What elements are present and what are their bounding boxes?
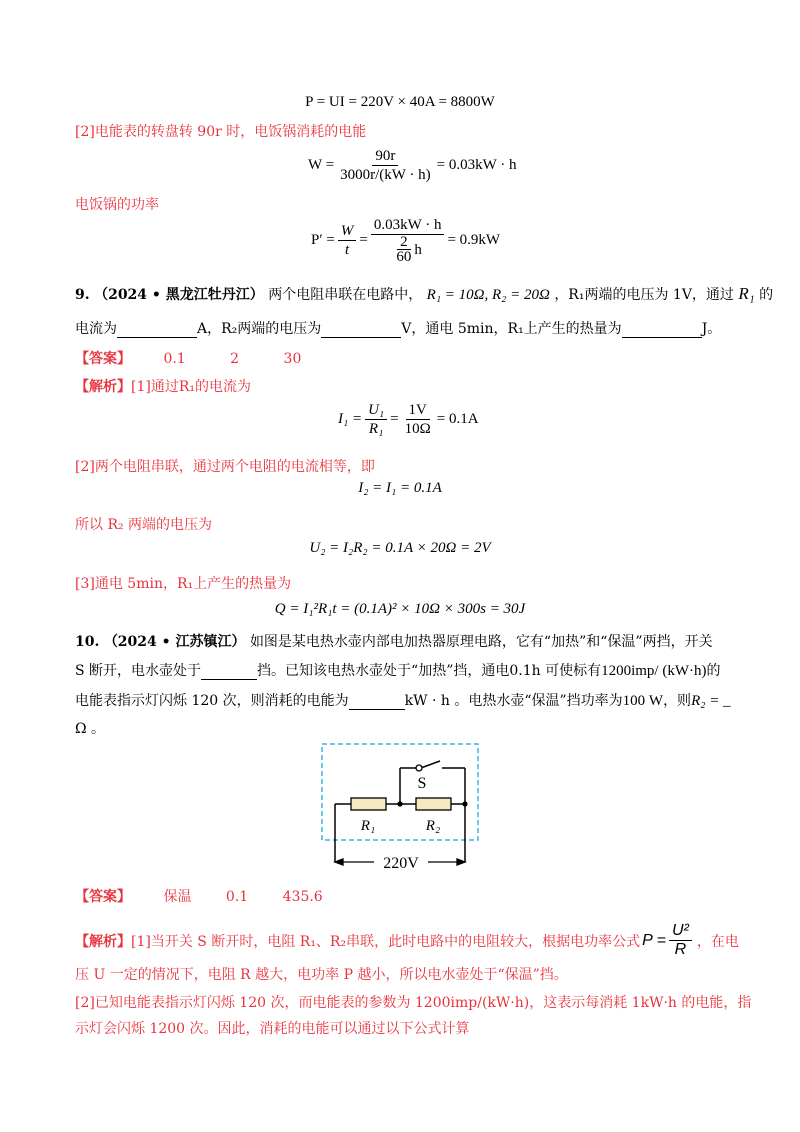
q10-answer-label: 【答案】 xyxy=(75,889,131,905)
q9-line1 xyxy=(75,284,773,304)
q9-analysis-2: [2]两个电阻串联，通过两个电阻的电流相等，即 xyxy=(75,459,375,475)
switch-label: S xyxy=(417,775,427,792)
eq-I1-mid: = xyxy=(390,411,399,427)
q9-line1-text-a: 两个电阻串联在电路中， xyxy=(268,287,423,303)
q10-blank-1[interactable] xyxy=(201,679,257,680)
q9-source: （2024 • 黑龙江牡丹江） xyxy=(94,287,264,303)
eq-power2-mid: = xyxy=(359,231,368,248)
q10-answer-2: 0.1 xyxy=(225,889,249,905)
q9-answer-label: 【答案】 xyxy=(75,351,131,367)
equation-I2: I₂ = I₁ = 0.1A xyxy=(358,480,442,496)
eq-I1-lhs: I₁ = xyxy=(338,411,363,427)
circuit-diagram xyxy=(318,740,484,880)
q9-answer-2: 2 xyxy=(230,351,240,367)
q9-analysis-3: 所以 R₂ 两端的电压为 xyxy=(75,517,213,533)
q10-analysis-1a: [1]当开关 S 断开时，电阻 R₁、R₂串联，此时电路中的电阻较大，根据电功率公式 xyxy=(131,933,641,950)
q10-line3-text-a: 电能表指示灯闪烁 120 次，则消耗的电能为 xyxy=(75,693,349,709)
q9-line2-text-a: 电流为 xyxy=(75,321,117,337)
q9-analysis-1 xyxy=(75,376,251,396)
q10-analysis-label: 【解析】 xyxy=(75,933,131,950)
power-formula-den: R xyxy=(674,941,687,958)
equation-power2 xyxy=(311,216,500,264)
r2-label: R₂ xyxy=(425,818,441,834)
q10-analysis-2b: 示灯会闪烁 1200 次。因此，消耗的电能可以通过以下公式计算 xyxy=(75,1021,470,1037)
equation-Q: Q = I₁²R₁t = (0.1A)² × 10Ω × 300s = 30J xyxy=(274,601,526,617)
q10-source: （2024 • 江苏镇江） xyxy=(103,634,246,650)
circuit-wires xyxy=(335,761,465,862)
q9-line2-text-d: V，通电 5min， xyxy=(401,321,508,337)
q10-line3-text-d: ，则 xyxy=(663,693,692,709)
equation-energy xyxy=(308,147,517,184)
q10-analysis-1 xyxy=(75,922,739,959)
eq-I1-n1: U₁ xyxy=(365,401,387,420)
q10-answer xyxy=(75,886,323,906)
q10-answer-3: 435.6 xyxy=(282,889,323,905)
eq-I1-frac1 xyxy=(365,401,387,438)
eq-energy-rhs: = 0.03kW · h xyxy=(436,157,517,173)
q9-line2-text-b: A， xyxy=(197,321,222,337)
q10-analysis-1b: ，在电 xyxy=(696,933,739,950)
junction-node-1 xyxy=(397,801,402,806)
q10-line2-text-b: 挡。已知该电热水壶处于“加热”挡，通电0.1h 可使标有 xyxy=(257,663,602,679)
power-formula-num: U² xyxy=(669,922,692,941)
voltage-label: 220V xyxy=(383,855,419,872)
power-formula-fraction xyxy=(669,922,692,959)
q9-blank-1[interactable] xyxy=(117,337,197,338)
eq-energy-numerator: 90r xyxy=(372,147,398,166)
q9-answer xyxy=(75,348,301,368)
eq-I1-frac2 xyxy=(402,401,434,438)
power-formula-lhs: P = xyxy=(642,931,666,949)
q9-line1-text-b: ，R₁两端的电压为 1V，通过 xyxy=(554,287,734,303)
eq-energy-denominator: 3000r/(kW · h) xyxy=(340,167,431,183)
equation-I1 xyxy=(338,401,479,438)
q8-part2-intro: [2]电能表的转盘转 90r 时，电饭锅消耗的电能 xyxy=(75,124,367,140)
eq-power2-d1: t xyxy=(345,241,350,258)
q9-analysis-label: 【解析】 xyxy=(75,379,131,395)
eq-power2-inner-den: 60 xyxy=(396,249,412,265)
resistor-r2 xyxy=(416,798,451,810)
q9-analysis-4: [3]通电 5min，R₁上产生的热量为 xyxy=(75,576,292,592)
q10-line3-text-b: kW · h 。电热水壶“保温”挡功率为 xyxy=(404,693,623,709)
equation-U2: U₂ = I₂R₂ = 0.1A × 20Ω = 2V xyxy=(309,540,491,556)
eq-power2-unit: h xyxy=(414,241,422,258)
eq-power2-inner-frac xyxy=(393,235,414,264)
resistor-r1 xyxy=(351,798,386,810)
q9-answer-1: 0.1 xyxy=(163,351,186,367)
q10-line1 xyxy=(75,631,713,651)
q9-line2-text-f: J。 xyxy=(701,321,722,337)
q9-line2 xyxy=(75,318,721,338)
q10-answer-1: 保温 xyxy=(163,889,192,905)
eq-energy-fraction xyxy=(337,147,434,184)
q9-number: 9. xyxy=(75,287,90,303)
q10-line3-power: 100 W xyxy=(622,693,664,709)
q10-line2 xyxy=(75,660,721,680)
q9-line1-r1: R₁ xyxy=(738,284,755,303)
q10-analysis-2a: [2]已知电能表指示灯闪烁 120 次，而电能表的参数为 1200imp/(kW·h)，这表示每消耗 1kW·h 的电能，指 xyxy=(75,995,752,1011)
eq-power2-rhs: = 0.9kW xyxy=(447,231,501,248)
q10-line3 xyxy=(75,690,731,710)
eq-I1-d1: R₁ xyxy=(368,421,384,437)
eq-power2-frac2 xyxy=(371,216,445,264)
eq-power2-frac1 xyxy=(338,222,357,259)
r1-label: R₁ xyxy=(360,818,376,834)
eq-I1-d2: 10Ω xyxy=(404,421,431,437)
eq-power2-d2 xyxy=(390,235,425,264)
q9-blank-2[interactable] xyxy=(321,337,401,338)
q9-blank-3[interactable] xyxy=(622,337,702,338)
q8-power-label: 电饭锅的功率 xyxy=(75,197,159,213)
eq-power2-n2: 0.03kW · h xyxy=(371,216,445,235)
q10-analysis-1c: 压 U 一定的情况下，电阻 R 越大，电功率 P 越小，所以电水壶处于“保温”挡。 xyxy=(75,967,568,983)
q10-line2-meter: 1200imp/ (kW·h) xyxy=(601,663,707,679)
eq-energy-lhs: W = xyxy=(308,157,335,173)
eq-power2-lhs: P′ = xyxy=(311,231,335,248)
q10-line2-text-a: S 断开，电水壶处于 xyxy=(75,663,202,679)
eq-I1-rhs: = 0.1A xyxy=(436,411,479,427)
q10-number: 10. xyxy=(75,634,100,650)
q10-line3-r2: R₂ = _ xyxy=(691,693,731,709)
junction-node-2 xyxy=(462,801,467,806)
q9-answer-3: 30 xyxy=(283,351,302,367)
q9-line2-text-c: R₂两端的电压为 xyxy=(221,321,322,337)
q9-analysis-1-text: [1]通过R₁的电流为 xyxy=(131,379,251,395)
eq-power2-n1: W xyxy=(338,222,357,241)
eq-I1-n2: 1V xyxy=(406,401,430,420)
q10-line2-text-d: 的 xyxy=(706,663,721,679)
q9-line1-equation: R₁ = 10Ω, R₂ = 20Ω xyxy=(426,287,550,303)
switch-contact-icon xyxy=(416,765,422,771)
q10-line4: Ω 。 xyxy=(75,721,106,737)
eq-power2-inner-num: 2 xyxy=(397,235,411,250)
q10-line1-text: 如图是某电热水壶内部电加热器原理电路，它有“加热”和“保温”两挡，开关 xyxy=(249,634,713,650)
q10-blank-2[interactable] xyxy=(349,709,405,710)
equation-power: P = UI = 220V × 40A = 8800W xyxy=(305,94,495,110)
q9-line1-text-d: 的 xyxy=(759,287,774,303)
power-formula xyxy=(642,922,695,959)
q9-line2-text-e: R₁上产生的热量为 xyxy=(507,321,622,337)
